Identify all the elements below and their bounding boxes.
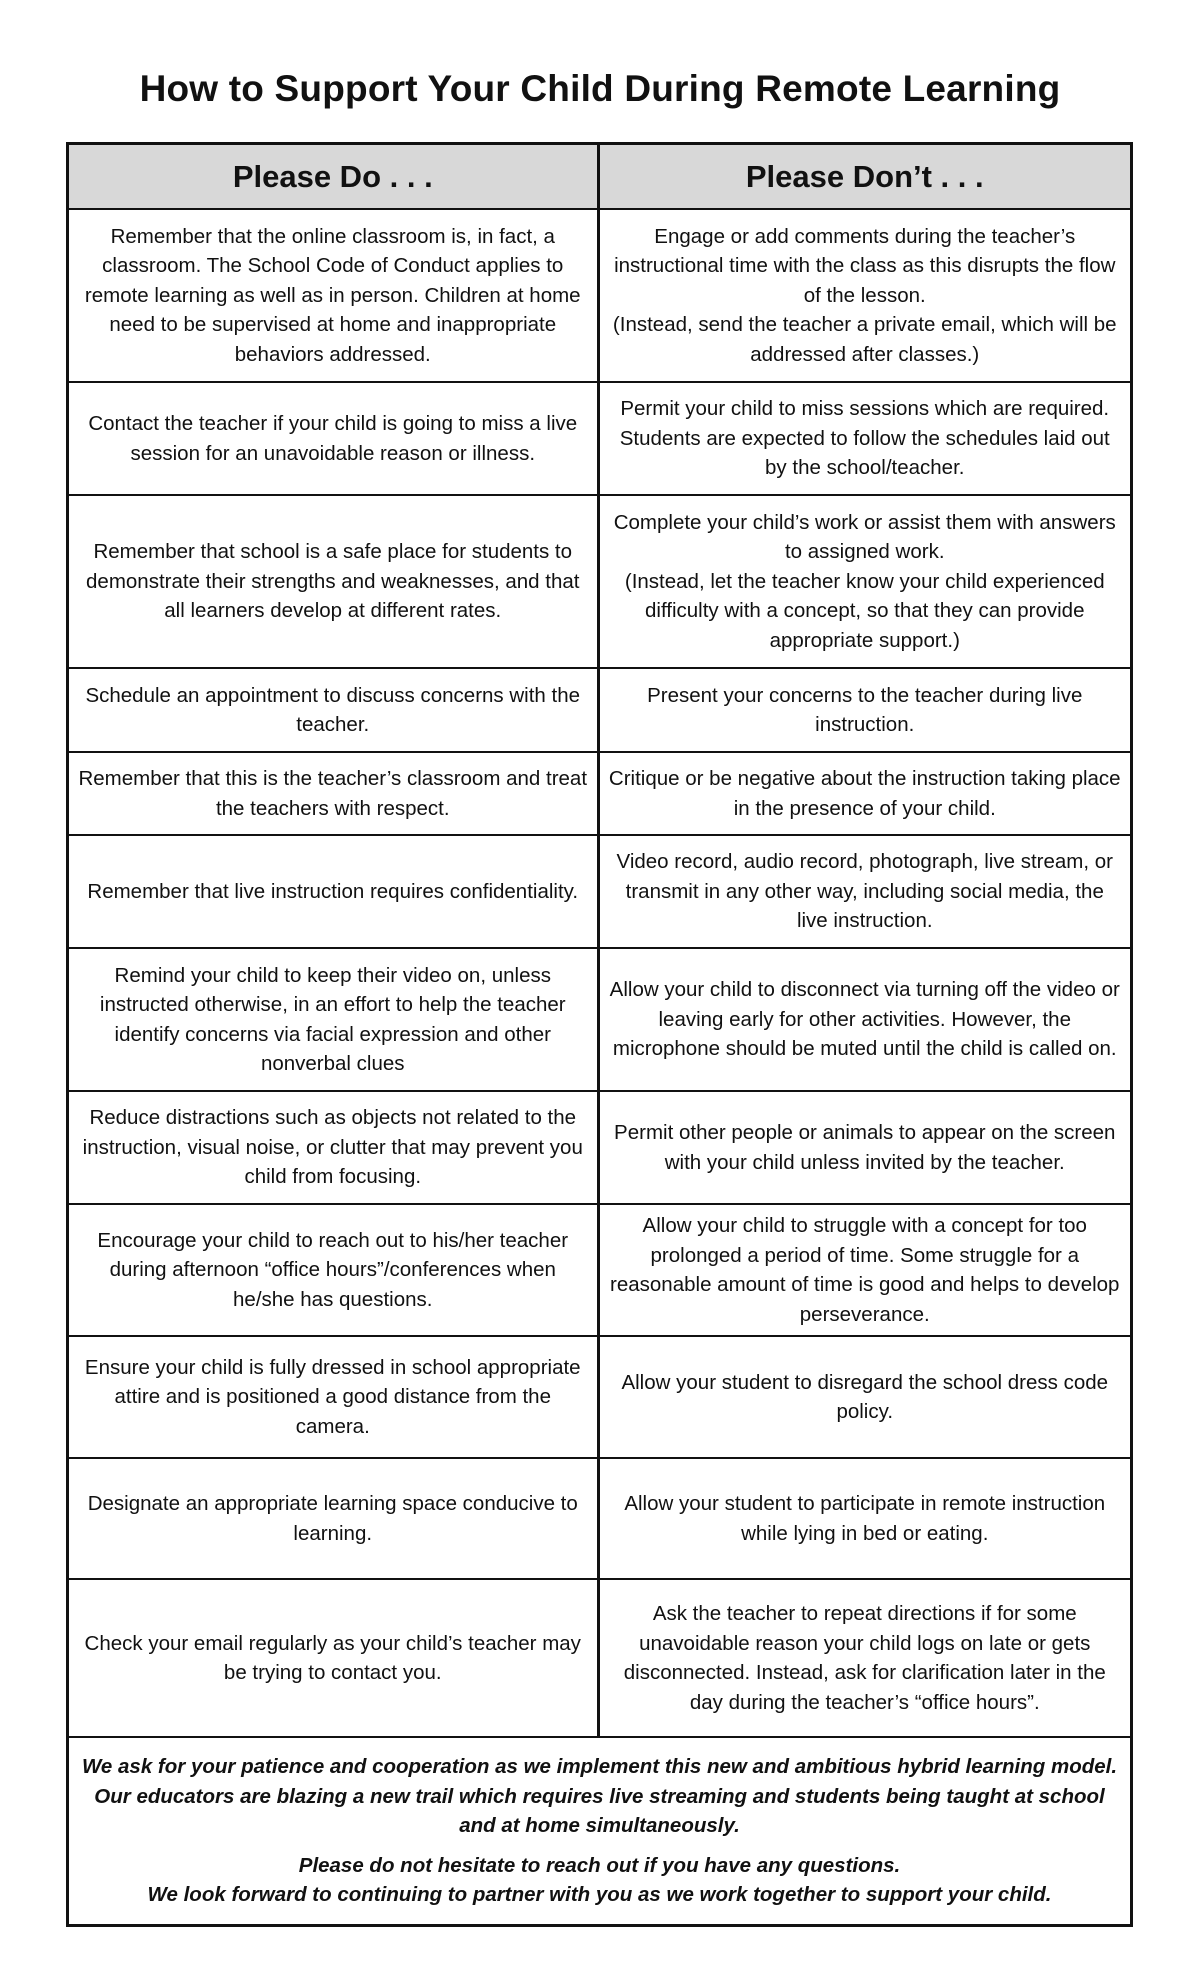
do-cell: Remember that this is the teacher’s classroom and treat the teachers with respect. [69, 753, 600, 834]
dont-cell: Permit other people or animals to appear on the screen with your child unless invited by the teacher. [614, 1121, 1116, 1174]
do-cell: Remember that the online classroom is, in fact, a classroom. The School Code of Conduct applies to remote learning as well as in person. Children at home need to be supervised at home and inappropriate behaviors addressed. [69, 210, 600, 381]
dont-cell: Ask the teacher to repeat directions if for some unavoidable reason your child logs on late or gets disconnected. Instead, ask for clarification later in the day during the teacher’s “office hours”. [623, 1602, 1106, 1714]
closing-line: Please do not hesitate to reach out if you have any questions. [298, 1853, 901, 1877]
do-cell: Check your email regularly as your child’s teacher may be trying to contact you. [69, 1580, 600, 1736]
do-cell: Remember that live instruction requires confidentiality. [69, 836, 600, 947]
dont-cell: Complete your child’s work or assist them with answers to assigned work. (Instead, let the teacher know your child experienced difficulty with a concept, so that they can provide appropriate support.) [613, 510, 1116, 652]
closing-paragraph: We ask for your patience and cooperation as we implement this new and ambitious hybrid learning model. Our educators are blazing a new trail which requires live streaming and students being taught at school and at home simultaneously. [81, 1755, 1118, 1837]
dont-cell: Allow your student to participate in remote instruction while lying in bed or eating. [624, 1492, 1106, 1545]
do-cell: Remember that school is a safe place for students to demonstrate their strengths and weaknesses, and that all learners develop at different rates. [69, 496, 600, 667]
dont-cell: Video record, audio record, photograph, live stream, or transmit in any other way, including social media, the live instruction. [616, 850, 1113, 933]
table-header-row [69, 145, 1130, 208]
do-dont-table [66, 142, 1133, 1927]
table-row [69, 1203, 1130, 1335]
do-cell: Contact the teacher if your child is going to miss a live session for an unavoidable reason or illness. [69, 383, 600, 494]
table-row [69, 947, 1130, 1090]
table-row [69, 1578, 1130, 1736]
please-do-header: Please Do . . . [69, 145, 600, 208]
dont-cell: Critique or be negative about the instruction taking place in the presence of your child. [608, 767, 1121, 820]
dont-cell: Allow your child to disconnect via turning off the video or leaving early for other activities. However, the microphone should be muted until the child is called on. [609, 978, 1120, 1061]
dont-cell: Allow your student to disregard the school dress code policy. [621, 1370, 1109, 1423]
do-cell: Ensure your child is fully dressed in school appropriate attire and is positioned a good distance from the camera. [69, 1337, 600, 1457]
table-row [69, 1335, 1130, 1457]
dont-cell: Allow your child to struggle with a concept for too prolonged a period of time. Some struggle for a reasonable amount of time is good and helps to develop perseverance. [610, 1214, 1120, 1326]
dont-cell: Permit your child to miss sessions which are required. Students are expected to follow the schedules laid out by the school/teacher. [619, 397, 1110, 480]
table-row [69, 834, 1130, 947]
table-row [69, 667, 1130, 751]
please-dont-header: Please Don’t . . . [745, 158, 984, 194]
table-row [69, 208, 1130, 381]
closing-paragraph [81, 1851, 1118, 1910]
do-cell: Designate an appropriate learning space conducive to learning. [69, 1459, 600, 1578]
table-row [69, 494, 1130, 667]
closing-message [69, 1736, 1130, 1924]
do-cell: Encourage your child to reach out to his/her teacher during afternoon “office hours”/conferences when he/she has questions. [69, 1205, 600, 1335]
closing-line: We look forward to continuing to partner with you as we work together to support your child. [147, 1883, 1052, 1906]
page-title: How to Support Your Child During Remote Learning [139, 68, 1061, 109]
table-row [69, 1090, 1130, 1203]
do-cell: Schedule an appointment to discuss concerns with the teacher. [69, 669, 600, 751]
table-row [69, 1457, 1130, 1578]
do-cell: Remind your child to keep their video on, unless instructed otherwise, in an effort to help the teacher identify concerns via facial expression and other nonverbal clues [69, 949, 600, 1090]
table-row [69, 751, 1130, 834]
table-row [69, 381, 1130, 494]
dont-cell: Engage or add comments during the teacher’s instructional time with the class as this disrupts the flow of the lesson. (Instead, send the teacher a private email, which will be addressed after classes.) [612, 224, 1117, 366]
dont-cell: Present your concerns to the teacher during live instruction. [647, 683, 1083, 736]
do-cell: Reduce distractions such as objects not related to the instruction, visual noise, or clutter that may prevent you child from focusing. [69, 1092, 600, 1203]
